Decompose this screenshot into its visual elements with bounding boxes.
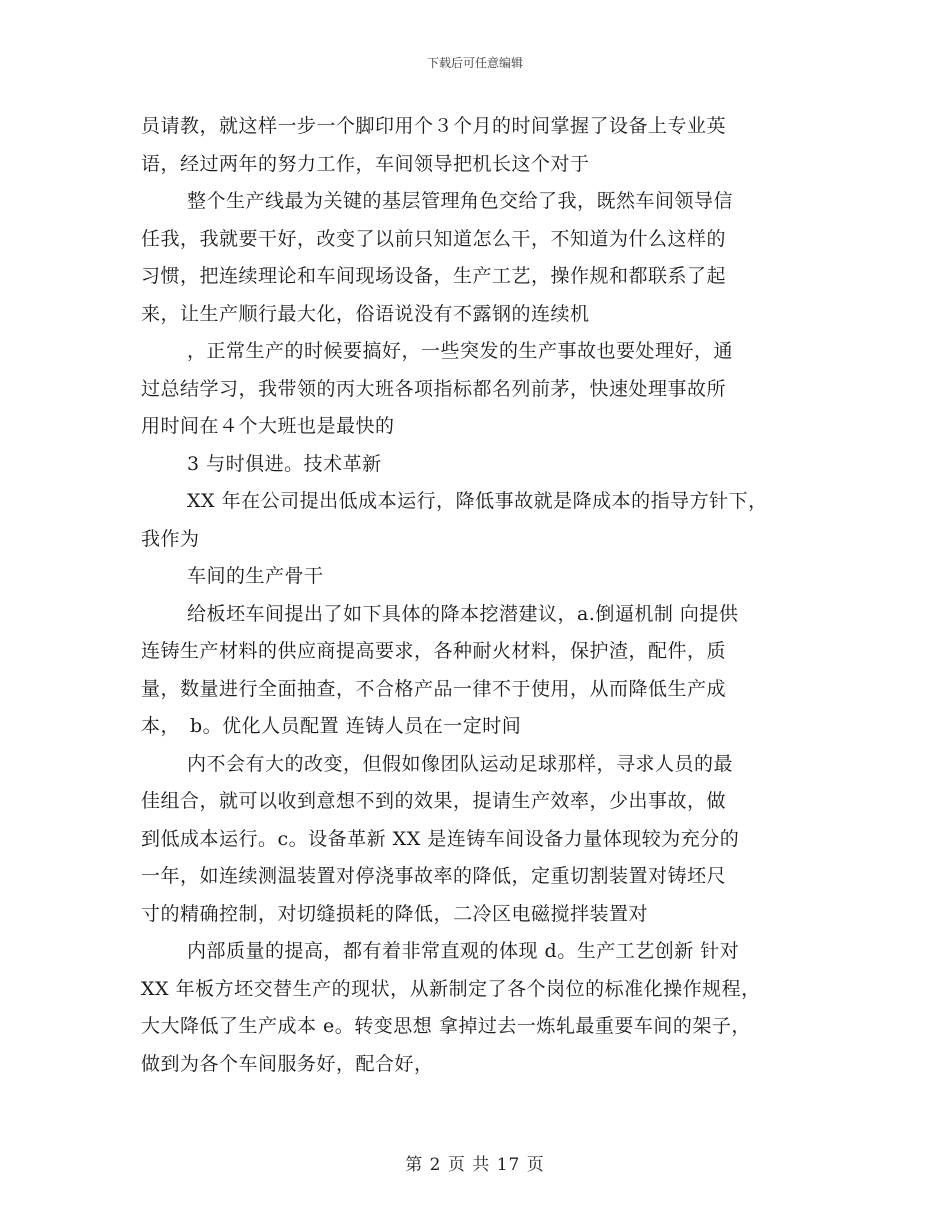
page-header: 下载后可任意编辑 [426,56,523,70]
body-line: 习惯，把连续理论和车间现场设备，生产工艺，操作规和都联系了起 [141,265,727,287]
page-number-footer: 第 2 页 共 17 页 [405,1155,545,1175]
body-line: 做到为各个车间服务好，配合好， [141,1052,434,1075]
body-line: 来，让生产顺行最大化，俗语说没有不露钢的连续机 [141,302,590,325]
body-line: 语，经过两年的努力工作，车间领导把机长这个对于 [141,152,590,175]
body-line: 用时间在４个大班也是最快的 [141,415,395,437]
body-line: 给板坯车间提出了如下具体的降本挖潜建议，a.倒逼机制 向提供 [187,602,739,625]
body-line: 本， b。优化人员配置 连铸人员在一定时间 [141,715,522,737]
body-line: 一年，如连续测温装置对停浇事故率的降低，定重切割装置对铸坯尺 [141,865,727,887]
body-line: 寸的精确控制，对切缝损耗的降低，二冷区电磁搅拌装置对 [141,902,649,925]
body-line: ，正常生产的时候要搞好，一些突发的生产事故也要处理好，通 [187,340,734,362]
body-line: 到低成本运行。c。设备革新 XX 是连铸车间设备力量体现较为充分的 [141,827,740,850]
body-line: XX 年在公司提出低成本运行，降低事故就是降成本的指导方针下， [187,490,768,512]
document-body [141,108,811,1083]
body-line: 内部质量的提高，都有着非常直观的体现 d。生产工艺创新 针对 [187,940,740,962]
body-line: 3 与时俱进。技术革新 [187,452,382,475]
body-line: 佳组合，就可以收到意想不到的效果，提请生产效率，少出事故，做 [141,790,727,812]
body-line: 员请教，就这样一步一个脚印用个３个月的时间掌握了设备上专业英 [141,115,727,137]
body-line: 车间的生产骨干 [187,565,324,587]
body-line: 连铸生产材料的供应商提高要求，各种耐火材料，保护渣，配件，质 [141,640,727,662]
body-line: 过总结学习，我带领的丙大班各项指标都名列前茅，快速处理事故所 [141,377,727,400]
body-line: 整个生产线最为关键的基层管理角色交给了我，既然车间领导信 [187,190,734,212]
body-line: 大大降低了生产成本 e。转变思想 拿掉过去一炼轧最重要车间的架子， [141,1015,751,1037]
body-line: XX 年板方坯交替生产的现状，从新制定了各个岗位的标准化操作规程， [141,977,761,1000]
body-line: 任我，我就要干好，改变了以前只知道怎么干，不知道为什么这样的 [141,227,727,250]
body-line: 我作为 [141,527,200,550]
body-line: 内不会有大的改变，但假如像团队运动足球那样，寻求人员的最 [187,752,734,775]
body-line: 量，数量进行全面抽查，不合格产品一律不于使用，从而降低生产成 [141,677,727,700]
